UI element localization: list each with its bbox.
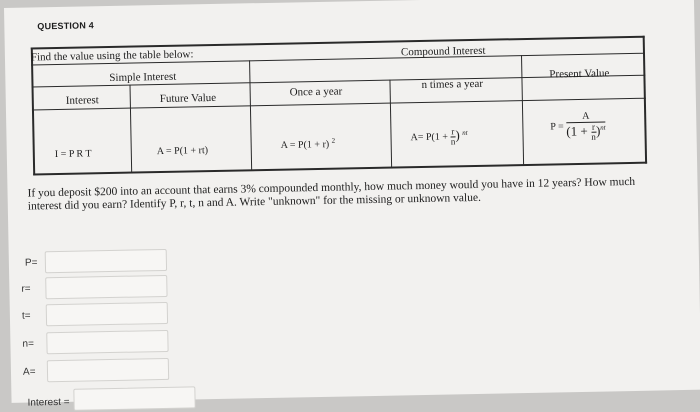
interest-input[interactable] (73, 386, 195, 410)
question-header: QUESTION 4 (37, 20, 94, 32)
interest-heading: Interest (65, 94, 99, 107)
r-input[interactable] (45, 275, 167, 299)
n-input[interactable] (46, 330, 168, 354)
interest-label: Interest = (27, 396, 70, 409)
compound-interest-heading: Compound Interest (400, 44, 486, 59)
future-value-heading: Future Value (159, 91, 217, 106)
a-label: A= (22, 366, 36, 378)
formula-present-value: P = A (1 + $\frac{r}{n}$ )$^{nt}$ (550, 110, 606, 142)
r-label: r= (21, 283, 31, 295)
p-label: P= (24, 257, 38, 269)
present-value-heading: Present Value (549, 67, 610, 81)
a-input[interactable] (47, 358, 169, 382)
question-sheet (4, 0, 700, 409)
formula-future-value: A = P(1 + rt) (156, 145, 209, 158)
formula-table (31, 36, 647, 176)
question-text: If you deposit $200 into an account that earns 3% compounded monthly, how much money would you have in 12 years? How much interest did you earn? Identify P, r, t, n and A. Write "unknown" for the missing or unknown value. (27, 175, 636, 213)
n-times-a-year-heading: n times a year (421, 77, 484, 91)
n-label: n= (22, 338, 34, 350)
p-input[interactable] (45, 249, 167, 273)
fraction-r-over-n: $\frac{r}{n}$ (450, 126, 456, 147)
t-label: t= (21, 310, 31, 322)
t-input[interactable] (46, 302, 168, 326)
formula-interest: I = P R T (54, 148, 92, 161)
once-a-year-heading: Once a year (289, 85, 343, 99)
simple-interest-heading: Simple Interest (109, 70, 177, 84)
formula-n-times-a-year: A= P(1 + $\frac{r}{n}$ ) $^{nt}$ (410, 126, 468, 147)
formula-once-a-year: A = P(1 + r) $^2$ (280, 136, 336, 152)
table-instruction: Find the value using the table below: (30, 48, 194, 64)
